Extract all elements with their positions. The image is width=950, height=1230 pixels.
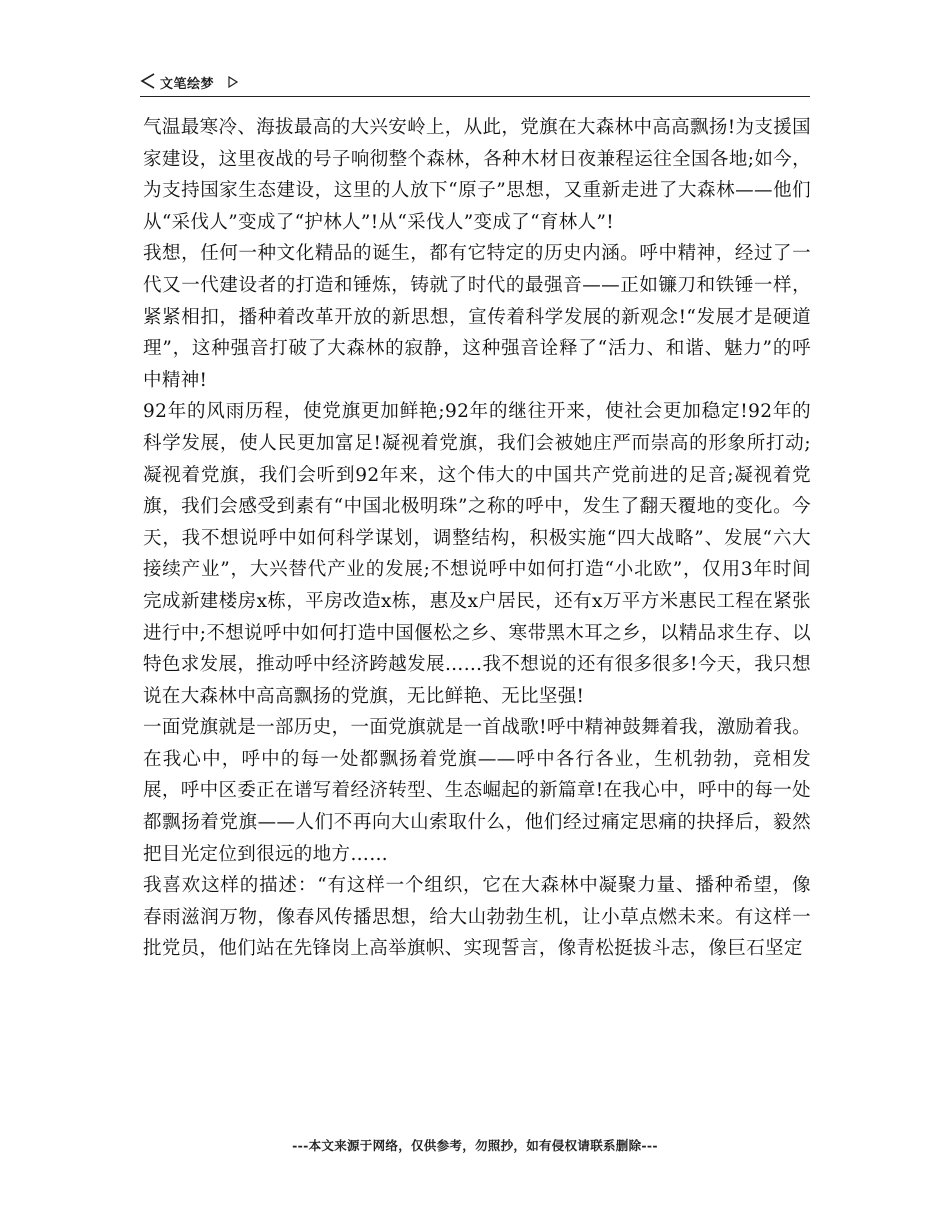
play-triangle-icon[interactable] [228,73,238,85]
paragraph-2: 我想，任何一种文化精品的诞生，都有它特定的历史内涵。呼中精神，经过了一代又一代建设者的打造和锤炼，铸就了时代的最强音——正如镰刀和铁锤一样，紧紧相扣，播种着改革开放的新思想，宣传着科学发展的新观念!“发展才是硬道理”，这种强音打破了大森林的寂静，这种强音诠释了“活力、和谐、魅力”的呼中精神! [143,243,811,391]
document-header [140,70,810,97]
paragraph-1: 气温最寒冷、海拔最高的大兴安岭上，从此，党旗在大森林中高高飘扬!为支援国家建设，这里夜战的号子响彻整个森林，各种木材日夜兼程运往全国各地;如今，为支持国家生态建设，这里的人放下“原子”思想，又重新走进了大森林——他们从“采伐人”变成了“护林人”!从“采伐人”变成了“育林人”! [143,117,811,233]
paragraph-5: 我喜欢这样的描述：“有这样一个组织，它在大森林中凝聚力量、播种希望，像春雨滋润万物，像春风传播思想，给大山勃勃生机，让小草点燃未来。有这样一批党员，他们站在先锋岗上高举旗帜、实现誓言，像青松挺拔斗志，像巨石坚定 [143,875,811,960]
brand-title: 文笔绘梦 [160,77,215,92]
paragraph-3: 92年的风雨历程，使党旗更加鲜艳;92年的继往开来，使社会更加稳定!92年的科学发展，使人民更加富足!凝视着党旗，我们会被她庄严而崇高的形象所打动;凝视着党旗，我们会听到92年来，这个伟大的中国共产党前进的足音;凝视着党旗，我们会感受到素有“中国北极明珠”之称的呼中，发生了翻天覆地的变化。今天，我不想说呼中如何科学谋划，调整结构，积极实施“四大战略”、发展“六大接续产业”，大兴替代产业的发展;不想说呼中如何打造“小北欧”，仅用3年时间完成新建楼房x栋，平房改造x栋，惠及x户居民，还有x万平方米惠民工程在紧张进行中;不想说呼中如何打造中国偃松之乡、寒带黑木耳之乡，以精品求生存、以特色求发展，推动呼中经济跨越发展……我不想说的还有很多很多!今天，我只想说在大森林中高高飘扬的党旗，无比鲜艳、无比坚强! [143,401,811,707]
paragraph-4: 一面党旗就是一部历史，一面党旗就是一首战歌!呼中精神鼓舞着我，激励着我。在我心中，呼中的每一处都飘扬着党旗——呼中各行各业，生机勃勃，竞相发展，呼中区委正在谱写着经济转型、生态崛起的新篇章!在我心中，呼中的每一处都飘扬着党旗——人们不再向大山索取什么，他们经过痛定思痛的抉择后，毅然把目光定位到很远的地方…… [143,717,811,865]
footer-disclaimer: ---本文来源于网络，仅供参考，勿照抄，如有侵权请联系删除--- [292,1138,658,1153]
back-arrow-icon[interactable] [140,72,156,90]
document-body [143,112,811,965]
